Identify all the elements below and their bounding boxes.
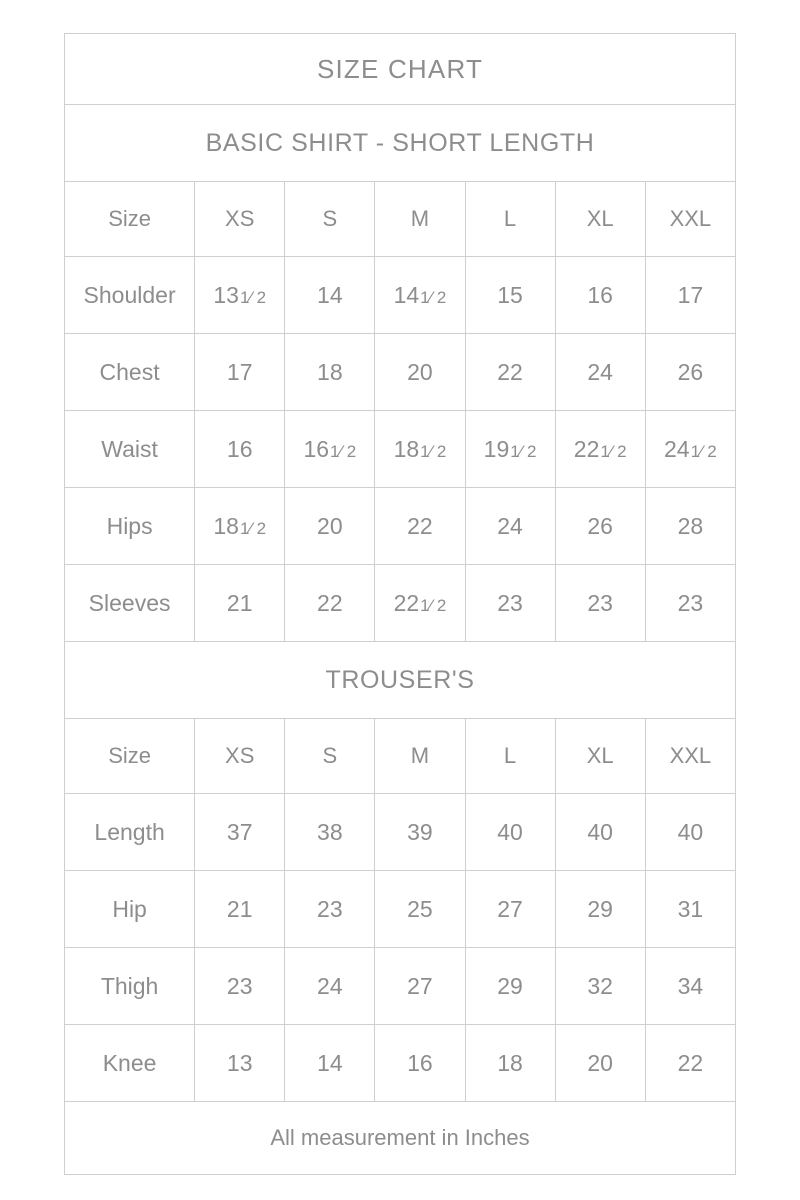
table-cell: 40 (465, 794, 555, 871)
column-header-l: L (465, 182, 555, 257)
table-cell: 26 (555, 488, 645, 565)
table-row (65, 1025, 736, 1102)
row-label: Knee (65, 1025, 195, 1102)
table-cell: 37 (195, 794, 285, 871)
table-cell: 24 (555, 334, 645, 411)
table-cell: 34 (645, 948, 735, 1025)
table-cell: 181⁄ 2 (375, 411, 465, 488)
table-cell: 22 (465, 334, 555, 411)
table-cell: 16 (195, 411, 285, 488)
row-label: Waist (65, 411, 195, 488)
table-row (65, 257, 736, 334)
table-cell: 24 (285, 948, 375, 1025)
column-header-xl: XL (555, 719, 645, 794)
table-cell: 22 (645, 1025, 735, 1102)
column-header-l: L (465, 719, 555, 794)
column-header-xl: XL (555, 182, 645, 257)
table-cell: 38 (285, 794, 375, 871)
table-cell: 161⁄ 2 (285, 411, 375, 488)
row-label: Chest (65, 334, 195, 411)
column-header-s: S (285, 182, 375, 257)
table-cell: 14 (285, 257, 375, 334)
table-cell: 181⁄ 2 (195, 488, 285, 565)
table-row (65, 411, 736, 488)
column-header-size: Size (65, 182, 195, 257)
table-cell: 15 (465, 257, 555, 334)
table-cell: 17 (195, 334, 285, 411)
table-cell: 25 (375, 871, 465, 948)
table-cell: 39 (375, 794, 465, 871)
table-cell: 18 (465, 1025, 555, 1102)
table-cell: 23 (285, 871, 375, 948)
section-heading-shirt: BASIC SHIRT - SHORT LENGTH (65, 105, 736, 182)
row-label: Hip (65, 871, 195, 948)
table-cell: 14 (285, 1025, 375, 1102)
page-title: SIZE CHART (65, 34, 736, 105)
column-header-xxl: XXL (645, 719, 735, 794)
column-header-m: M (375, 719, 465, 794)
table-cell: 221⁄ 2 (555, 411, 645, 488)
size-chart-table (64, 33, 736, 1175)
table-cell: 20 (555, 1025, 645, 1102)
footer-note-row (65, 1102, 736, 1175)
table-cell: 31 (645, 871, 735, 948)
table-cell: 23 (195, 948, 285, 1025)
section-heading-row-shirt (65, 105, 736, 182)
table-cell: 16 (375, 1025, 465, 1102)
table-cell: 26 (645, 334, 735, 411)
table-cell: 27 (465, 871, 555, 948)
column-header-xxl: XXL (645, 182, 735, 257)
table-row (65, 488, 736, 565)
table-cell: 20 (375, 334, 465, 411)
table-row (65, 871, 736, 948)
table-cell: 22 (375, 488, 465, 565)
table-cell: 32 (555, 948, 645, 1025)
table-header-row-trousers (65, 719, 736, 794)
table-cell: 40 (645, 794, 735, 871)
size-chart-body (65, 34, 736, 1175)
table-cell: 29 (555, 871, 645, 948)
table-cell: 191⁄ 2 (465, 411, 555, 488)
table-cell: 21 (195, 871, 285, 948)
table-cell: 18 (285, 334, 375, 411)
column-header-size: Size (65, 719, 195, 794)
table-cell: 40 (555, 794, 645, 871)
column-header-m: M (375, 182, 465, 257)
table-cell: 141⁄ 2 (375, 257, 465, 334)
table-cell: 22 (285, 565, 375, 642)
table-cell: 16 (555, 257, 645, 334)
table-cell: 221⁄ 2 (375, 565, 465, 642)
table-cell: 28 (645, 488, 735, 565)
column-header-xs: XS (195, 182, 285, 257)
chart-title-row (65, 34, 736, 105)
section-heading-row-trousers (65, 642, 736, 719)
table-cell: 131⁄ 2 (195, 257, 285, 334)
footer-note: All measurement in Inches (65, 1102, 736, 1175)
table-row (65, 565, 736, 642)
table-cell: 20 (285, 488, 375, 565)
column-header-xs: XS (195, 719, 285, 794)
table-cell: 23 (645, 565, 735, 642)
table-cell: 23 (465, 565, 555, 642)
table-cell: 24 (465, 488, 555, 565)
row-label: Length (65, 794, 195, 871)
table-cell: 21 (195, 565, 285, 642)
row-label: Shoulder (65, 257, 195, 334)
table-row (65, 794, 736, 871)
table-cell: 17 (645, 257, 735, 334)
table-row (65, 334, 736, 411)
row-label: Sleeves (65, 565, 195, 642)
column-header-s: S (285, 719, 375, 794)
section-heading-trousers: TROUSER'S (65, 642, 736, 719)
table-cell: 23 (555, 565, 645, 642)
row-label: Hips (65, 488, 195, 565)
table-header-row-shirt (65, 182, 736, 257)
table-cell: 27 (375, 948, 465, 1025)
table-cell: 13 (195, 1025, 285, 1102)
row-label: Thigh (65, 948, 195, 1025)
table-cell: 29 (465, 948, 555, 1025)
table-row (65, 948, 736, 1025)
table-cell: 241⁄ 2 (645, 411, 735, 488)
